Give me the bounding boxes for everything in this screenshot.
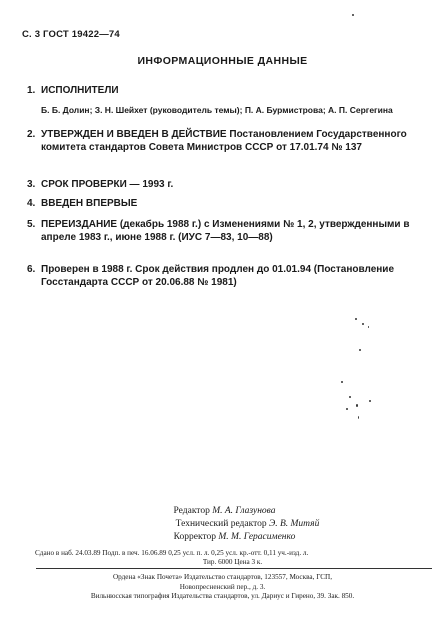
scan-speck	[358, 416, 359, 419]
print-info-line-1: Сдано в наб. 24.03.89 Подп. в печ. 16.06.89 0,25 усл. п. л. 0,25 усл. кр.-отт. 0,11 уч.-изд. л.	[35, 549, 309, 557]
item-text: ПЕРЕИЗДАНИЕ (декабрь 1988 г.) с Изменениями № 1, 2, утвержденными в апреле 1983 г., июне 1988 г. (ИУС 7—83, 10—88)	[41, 219, 410, 243]
print-info-line-2: Тир. 6000 Цена 3 к.	[202, 558, 263, 566]
editor-line	[4, 505, 445, 518]
divider	[36, 568, 432, 569]
info-item-6	[27, 264, 422, 289]
page-header: С. 3 ГОСТ 19422—74	[22, 29, 120, 40]
scan-speck	[349, 396, 351, 398]
corrector-role: Корректор	[173, 532, 216, 542]
item-text: Проверен в 1988 г. Срок действия продлен до 01.01.94 (Постановление Госстандарта СССР от 20.06.88 № 1981)	[41, 264, 395, 288]
authors-list: Б. Б. Долин; З. Н. Шейхет (руководитель темы); П. А. Бурмистрова; А. П. Сергегина	[41, 104, 393, 115]
corrector-line	[24, 531, 445, 544]
scan-speck	[369, 400, 371, 402]
info-item-3	[27, 179, 422, 192]
scan-speck	[362, 323, 364, 325]
item-number: 4.	[27, 198, 36, 209]
tech-editor-role: Технический редактор	[175, 519, 267, 529]
item-text: СРОК ПРОВЕРКИ — 1993 г.	[41, 179, 174, 190]
item-number: 5.	[27, 219, 36, 230]
scan-speck	[341, 381, 343, 383]
scan-speck	[356, 404, 358, 407]
tech-editor-line	[50, 518, 445, 531]
print-info	[35, 549, 430, 567]
publisher-line-2: Новопресненский пер., д. 3.	[179, 582, 266, 591]
item-number: 1.	[27, 85, 36, 96]
item-text: УТВЕРЖДЕН И ВВЕДЕН В ДЕЙСТВИЕ Постановлением Государственного комитета стандартов Совета Министров СССР от 17.01.74 № 137	[41, 129, 407, 153]
scan-speck	[355, 318, 357, 320]
scan-speck	[359, 349, 361, 351]
scan-speck	[346, 408, 348, 410]
editor-role: Редактор	[173, 506, 210, 516]
credits-block	[0, 505, 445, 544]
publisher-line-1: Ордена «Знак Почета» Издательство стандартов, 123557, Москва, ГСП,	[112, 573, 333, 581]
item-text: ВВЕДЕН ВПЕРВЫЕ	[41, 198, 138, 209]
page-title: ИНФОРМАЦИОННЫЕ ДАННЫЕ	[137, 55, 308, 67]
publisher-line-3: Вильнюсская типография Издательства стандартов, ул. Дариус и Гирено, 39. Зак. 850.	[90, 592, 355, 600]
item-number: 2.	[27, 129, 36, 140]
item-text: ИСПОЛНИТЕЛИ	[41, 85, 119, 96]
scan-speck	[368, 326, 369, 328]
tech-editor-name: Э. В. Митяй	[269, 519, 320, 529]
info-item-1	[27, 85, 422, 116]
publisher-info	[0, 573, 445, 602]
info-item-2	[27, 129, 422, 154]
scan-speck	[352, 14, 354, 16]
corrector-name: М. М. Герасименко	[218, 532, 296, 542]
item-number: 3.	[27, 179, 36, 190]
info-item-4	[27, 198, 422, 211]
editor-name: М. А. Глазунова	[212, 506, 276, 516]
info-item-5	[27, 219, 422, 244]
item-number: 6.	[27, 264, 36, 275]
